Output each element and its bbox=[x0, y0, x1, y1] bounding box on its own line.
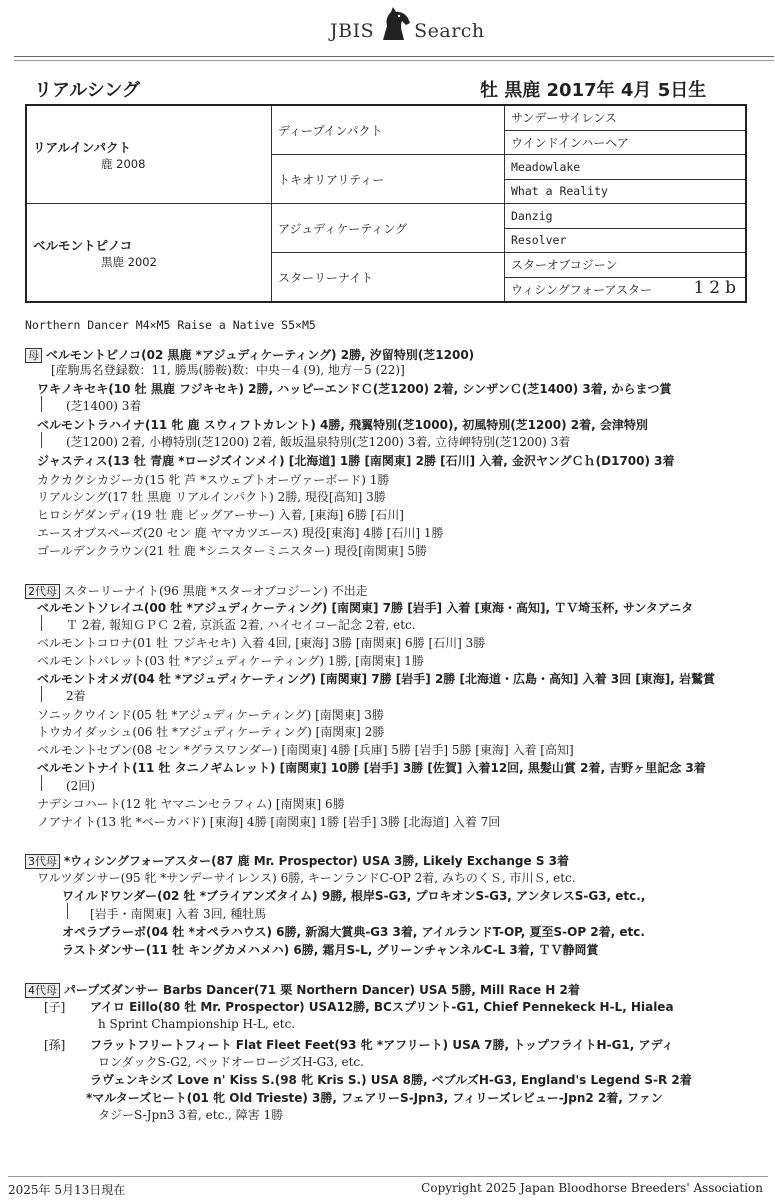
header-divider-secondary bbox=[14, 60, 774, 61]
g3-wild-wonder[interactable]: ワイルドワンダー(02 牡 *ブライアンズタイム) 9勝, 根岸S-G3, プロキオンS-G3, アンタレスS-G3, etc., bbox=[62, 889, 646, 903]
inbreeding-info: Northern Dancer M4×M5 Raise a Native S5×M5 bbox=[25, 318, 316, 332]
g3-last-dancer[interactable]: ラストダンサー(11 牡 キングカメハメハ) 6勝, 霜月S-L, グリーンチャンネルC-L 3着, ＴＶ静岡賞 bbox=[62, 943, 599, 957]
g2-belmont-bullet[interactable]: ベルモントバレット(03 牡 *アジュディケーティング) 1勝, [南関東] 1勝 bbox=[37, 654, 424, 668]
dam-cell bbox=[26, 204, 272, 303]
great-grandsire-5[interactable]: Danzig bbox=[505, 204, 747, 229]
g2-sonic-wind[interactable]: ソニックウインド(05 牡 *アジュディケーティング) [南関東] 3勝 bbox=[37, 708, 384, 722]
g2-nadeshiko-heart[interactable]: ナデシコハート(12 牝 ヤマニンセラフィム) [南関東] 6勝 bbox=[37, 797, 345, 811]
footer-date: 2025年 5月13日現在 bbox=[8, 1183, 126, 1197]
horse-name: リアルシング bbox=[34, 80, 141, 101]
g4-tag: 4代母 bbox=[25, 983, 60, 998]
grandsire-3[interactable]: アジュディケーティング bbox=[272, 204, 505, 253]
g4-grandchild-label: [孫] bbox=[44, 1038, 66, 1052]
great-grandsire-1[interactable]: サンデーサイレンス bbox=[505, 105, 747, 130]
dam-main[interactable]: ベルモントピノコ(02 黒鹿 *アジュディケーティング) 2勝, 汐留特別(芝1200) bbox=[45, 348, 475, 362]
g2-tag: 2代母 bbox=[25, 584, 60, 599]
sire-detail: 鹿 2008 bbox=[101, 156, 146, 171]
horse-head-icon bbox=[375, 6, 413, 42]
grandsire-2[interactable]: トキオリアリティー bbox=[272, 155, 505, 204]
g2-tokai-dash[interactable]: トウカイダッシュ(06 牡 *アジュディケーティング) [南関東] 2勝 bbox=[37, 725, 385, 739]
g4-love-n-kiss[interactable]: ラヴェンキシズ Love n' Kiss S.(98 牝 Kris S.) USA 8勝, ベブルズH-G3, England's Legend S-R 2着 bbox=[90, 1073, 692, 1087]
great-grandsire-3[interactable]: Meadowlake bbox=[505, 155, 747, 180]
continuation-bar bbox=[41, 686, 42, 702]
foal-golden-crown[interactable]: ゴールデンクラウン(21 牡 鹿 *シニスターミニスター) 現役[南関東] 5勝 bbox=[37, 544, 427, 558]
foal-kakukaku[interactable]: カクカクシカジーカ(15 牝 芦 *スウェプトオーヴァーボード) 1勝 bbox=[37, 473, 390, 487]
g2-line-0 bbox=[25, 582, 368, 599]
g4-flat-fleet-feet[interactable]: フラットフリートフィート Flat Fleet Feet(93 牝 *アフリート) USA 7勝, トップフライトH-G1, アディ bbox=[90, 1038, 674, 1052]
jbis-search-logo[interactable] bbox=[330, 6, 485, 42]
dam-tag: 母 bbox=[25, 348, 42, 363]
great-grandsire-6[interactable]: Resolver bbox=[505, 228, 747, 253]
g3-line-0 bbox=[25, 852, 569, 869]
foal-wakinokiseki-cont: (芝1400) 3着 bbox=[66, 399, 142, 413]
foal-hiroshige[interactable]: ヒロシゲダンディ(19 牡 鹿 ビッグアーサー) 入着, [東海] 6勝 [石川] bbox=[37, 508, 404, 522]
continuation-bar bbox=[41, 396, 42, 412]
logo-text-right: Search bbox=[414, 20, 485, 42]
foal-justice[interactable]: ジャスティス(13 牡 青鹿 *ロージズインメイ) [北海道] 1勝 [南関東] 2勝 [石川] 入着, 金沢ヤングＣｈ(D1700) 3着 bbox=[37, 454, 675, 468]
continuation-bar bbox=[41, 775, 42, 791]
g2-belmont-soleil-cont: Ｔ 2着, 報知ＧＰＣ 2着, 京浜盃 2着, ハイセイコー記念 2着, etc. bbox=[66, 618, 416, 632]
great-grandsire-7[interactable]: スターオブコジーン bbox=[505, 253, 747, 278]
g3-waltz-dancer[interactable]: ワルツダンサー(95 牝 *サンデーサイレンス) 6勝, キーンランドC-OP 2着, みちのくＳ, 市川Ｓ, etc. bbox=[37, 871, 576, 885]
great-grandsire-4[interactable]: What a Reality bbox=[505, 179, 747, 204]
foal-wakinokiseki[interactable]: ワキノキセキ(10 牡 黒鹿 フジキセキ) 2勝, ハッピーエンドＣ(芝1200) 2着, シンザンＣ(芝1400) 3着, からまつ賞 bbox=[37, 382, 672, 396]
page-header bbox=[0, 0, 775, 58]
granddam-4[interactable]: スターリーナイト bbox=[272, 253, 505, 303]
great-grandsire-2[interactable]: ウインドインハーヘア bbox=[505, 130, 747, 155]
continuation-bar bbox=[67, 903, 68, 919]
sire-cell bbox=[26, 105, 272, 204]
dam-detail: 黒鹿 2002 bbox=[101, 254, 157, 269]
g2-belmont-soleil[interactable]: ベルモントソレイユ(00 牡 *アジュディケーティング) [南関東] 7勝 [岩手] 入着 [東海・高知], ＴＶ埼玉杯, サンタアニタ bbox=[37, 601, 694, 615]
foal-belmont-lahaina-cont: (芝1200) 2着, 小樽特別(芝1200) 2着, 飯坂温泉特別(芝1200) 3着, 立待岬特別(芝1200) 3着 bbox=[66, 435, 571, 449]
g4-child-label: [子] bbox=[44, 1000, 66, 1014]
horse-info: 牡 黒鹿 2017年 4月 5日生 bbox=[480, 80, 707, 101]
g2-belmont-knight-cont: (2回) bbox=[66, 779, 95, 793]
sire-name[interactable]: リアルインパクト bbox=[33, 139, 132, 155]
dam-produce-summary: [産駒馬名登録数：11, 勝馬(勝鞍)数：中央－4 (9), 地方－5 (22)] bbox=[51, 363, 405, 377]
footer-copyright: Copyright 2025 Japan Bloodhorse Breeders' Association bbox=[421, 1181, 763, 1195]
foal-ace-of-spades[interactable]: エースオブスペーズ(20 セン 鹿 ヤマカツエース) 現役[東海] 4勝 [石川] 1勝 bbox=[37, 526, 444, 540]
g4-main[interactable]: パープズダンサー Barbs Dancer(71 栗 Northern Dancer) USA 5勝, Mill Race H 2着 bbox=[63, 983, 580, 997]
great-grandsire-8[interactable]: ウィシングフォーアスター bbox=[511, 282, 653, 297]
pedigree-table bbox=[25, 104, 747, 303]
continuation-bar bbox=[41, 615, 42, 631]
g3-tag: 3代母 bbox=[25, 854, 60, 869]
g3-opera-bravo[interactable]: オペラブラーボ(04 牡 *オペラハウス) 6勝, 新潟大賞典-G3 3着, アイルランドT-OP, 夏至S-OP 2着, etc. bbox=[62, 925, 645, 939]
family-number: 12b bbox=[693, 277, 741, 298]
g4-line-0 bbox=[25, 981, 580, 998]
foal-realthing[interactable]: リアルシング(17 牡 黒鹿 リアルインパクト) 2勝, 現役[高知] 3勝 bbox=[37, 490, 386, 504]
header-divider bbox=[14, 56, 774, 57]
g4-maruters-heat-cont: タジーS-Jpn3 3着, etc., 障害 1勝 bbox=[98, 1108, 284, 1122]
foal-belmont-lahaina[interactable]: ベルモントラハイナ(11 牝 鹿 スウィフトカレント) 4勝, 飛翼特別(芝1000), 初風特別(芝1200) 2着, 会津特別 bbox=[37, 418, 648, 432]
g2-belmont-seven[interactable]: ベルモントセブン(08 セン *グラスワンダー) [南関東] 4勝 [兵庫] 5勝 [岩手] 5勝 [東海] 入着 [高知] bbox=[37, 743, 574, 757]
great-grandsire-8-cell bbox=[505, 277, 747, 302]
g4-flat-fleet-feet-cont: ロンダックS-G2, ベッドオーロージズH-G3, etc. bbox=[98, 1055, 364, 1069]
g3-main[interactable]: *ウィシングフォーアスター(87 鹿 Mr. Prospector) USA 3勝, Likely Exchange S 3着 bbox=[63, 854, 570, 868]
g4-maruters-heat[interactable]: *マルターズヒート(01 牝 Old Trieste) 3勝, フェアリーS-Jpn3, フィリーズレビュー-Jpn2 2着, ファン bbox=[86, 1091, 663, 1105]
grandsire-1[interactable]: ディープインパクト bbox=[272, 105, 505, 155]
g2-noah-knight[interactable]: ノアナイト(13 牝 *ベーカバド) [東海] 4勝 [南関東] 1勝 [岩手] 3勝 [北海道] 入着 7回 bbox=[37, 815, 501, 829]
logo-text-left: JBIS bbox=[330, 20, 375, 42]
dam-name[interactable]: ベルモントピノコ bbox=[33, 237, 133, 253]
g4-eillo-cont: h Sprint Championship H-L, etc. bbox=[98, 1017, 296, 1031]
g2-main[interactable]: スターリーナイト(96 黒鹿 *スターオブコジーン) 不出走 bbox=[63, 584, 368, 598]
footer-divider bbox=[8, 1176, 768, 1177]
continuation-bar bbox=[41, 432, 42, 448]
g2-belmont-omega-cont: 2着 bbox=[66, 689, 86, 703]
g2-belmont-knight[interactable]: ベルモントナイト(11 牡 タニノギムレット) [南関東] 10勝 [岩手] 3勝 [佐賀] 入着12回, 黒髪山賞 2着, 吉野ヶ里記念 3着 bbox=[37, 761, 706, 775]
g2-belmont-omega[interactable]: ベルモントオメガ(04 牡 *アジュディケーティング) [南関東] 7勝 [岩手] 2勝 [北海道・広島・高知] 入着 3回 [東海], 岩鷲賞 bbox=[37, 672, 716, 686]
g4-eillo[interactable]: アイロ Eillo(80 牡 Mr. Prospector) USA12勝, BCスプリント-G1, Chief Pennekeck H-L, Hialea bbox=[90, 1000, 674, 1014]
g3-wild-wonder-cont: [岩手・南関東] 入着 3回, 種牡馬 bbox=[90, 907, 267, 921]
horse-title-row bbox=[34, 76, 734, 104]
g2-belmont-corona[interactable]: ベルモントコロナ(01 牡 フジキセキ) 入着 4回, [東海] 3勝 [南関東] 6勝 [石川] 3勝 bbox=[37, 636, 486, 650]
